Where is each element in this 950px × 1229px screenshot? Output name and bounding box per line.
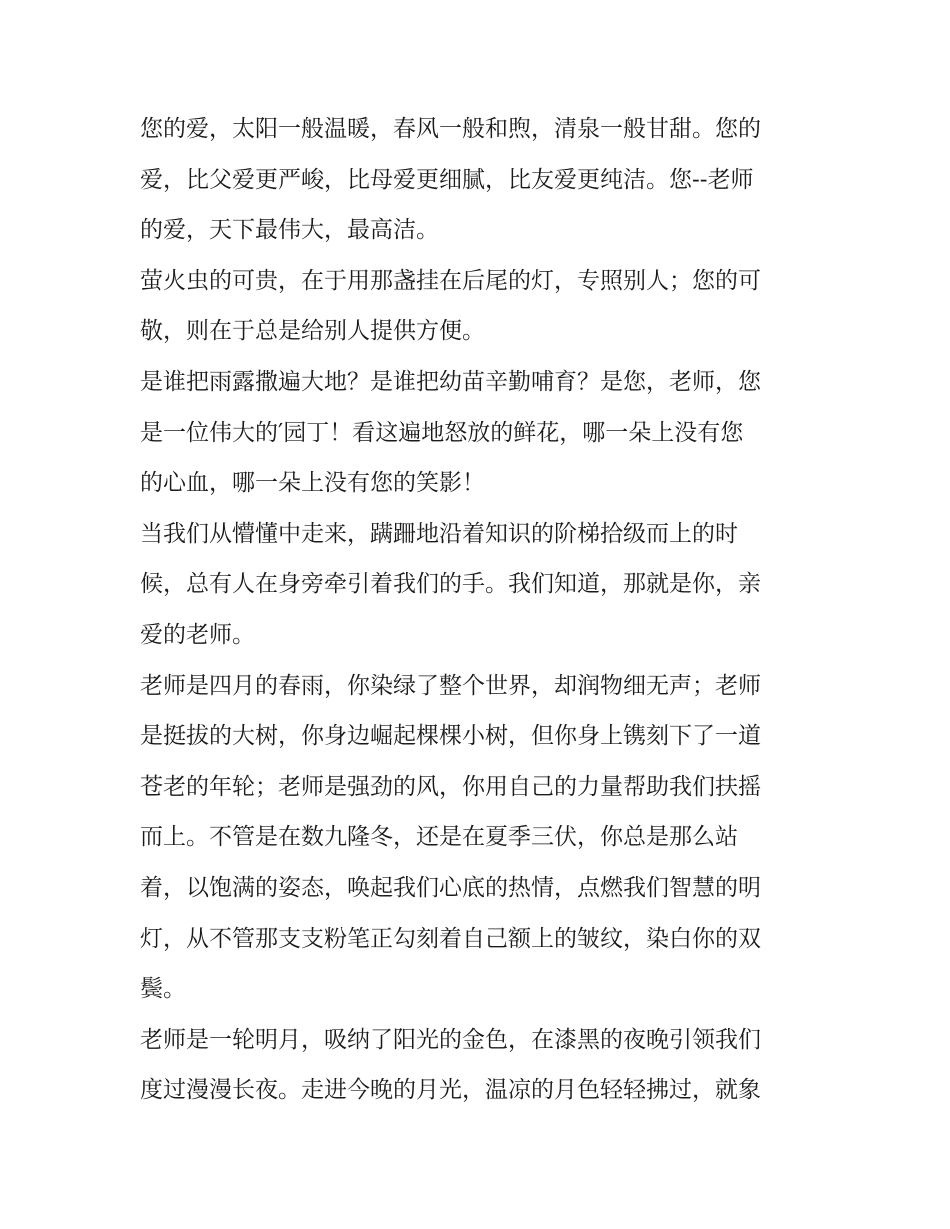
paragraph-3 bbox=[140, 357, 830, 509]
text-line: 鬓。 bbox=[140, 976, 186, 1003]
text-line: 着，以饱满的姿态，唤起我们心底的热情，点燃我们智慧的明 bbox=[140, 874, 761, 901]
paragraph-2 bbox=[140, 256, 830, 357]
text-line: 候，总有人在身旁牵引着我们的手。我们知道，那就是你，亲 bbox=[140, 571, 761, 598]
text-line: 是谁把雨露撒遍大地？是谁把幼苗辛勤哺育？是您，老师，您 bbox=[140, 368, 761, 395]
text-line: 苍老的年轮；老师是强劲的风，你用自己的力量帮助我们扶摇 bbox=[140, 773, 761, 800]
text-line: 萤火虫的可贵，在于用那盏挂在后尾的灯，专照别人；您的可 bbox=[140, 267, 761, 294]
paragraph-4 bbox=[140, 509, 830, 661]
paragraph-6 bbox=[140, 1015, 830, 1116]
text-line: 当我们从懵懂中走来，蹒跚地沿着知识的阶梯拾级而上的时 bbox=[140, 520, 738, 547]
document-body bbox=[140, 104, 830, 1116]
text-line: 灯，从不管那支支粉笔正勾刻着自己额上的皱纹，染白你的双 bbox=[140, 925, 761, 952]
text-line: 是一位伟大的′园丁！看这遍地怒放的鲜花，哪一朵上没有您 bbox=[140, 419, 744, 446]
text-line: 老师是一轮明月，吸纳了阳光的金色，在漆黑的夜晚引领我们 bbox=[140, 1026, 761, 1053]
paragraph-1 bbox=[140, 104, 830, 256]
text-line: 敬，则在于总是给别人提供方便。 bbox=[140, 318, 485, 345]
text-line: 而上。不管是在数九隆冬，还是在夏季三伏，你总是那么站 bbox=[140, 824, 738, 851]
text-line: 爱，比父爱更严峻，比母爱更细腻，比友爱更纯洁。您--老师 bbox=[140, 166, 754, 193]
text-line: 老师是四月的春雨，你染绿了整个世界，却润物细无声；老师 bbox=[140, 672, 761, 699]
text-line: 的爱，天下最伟大，最高洁。 bbox=[140, 217, 439, 244]
text-line: 您的爱，太阳一般温暖，春风一般和煦，清泉一般甘甜。您的 bbox=[140, 116, 761, 142]
text-line: 度过漫漫长夜。走进今晚的月光，温凉的月色轻轻拂过，就象 bbox=[140, 1077, 761, 1104]
text-line: 爱的老师。 bbox=[140, 621, 255, 648]
paragraph-5 bbox=[140, 661, 830, 1015]
text-line: 是挺拔的大树，你身边崛起棵棵小树，但你身上镌刻下了一道 bbox=[140, 723, 761, 750]
text-line: 的心血，哪一朵上没有您的笑影！ bbox=[140, 470, 485, 497]
